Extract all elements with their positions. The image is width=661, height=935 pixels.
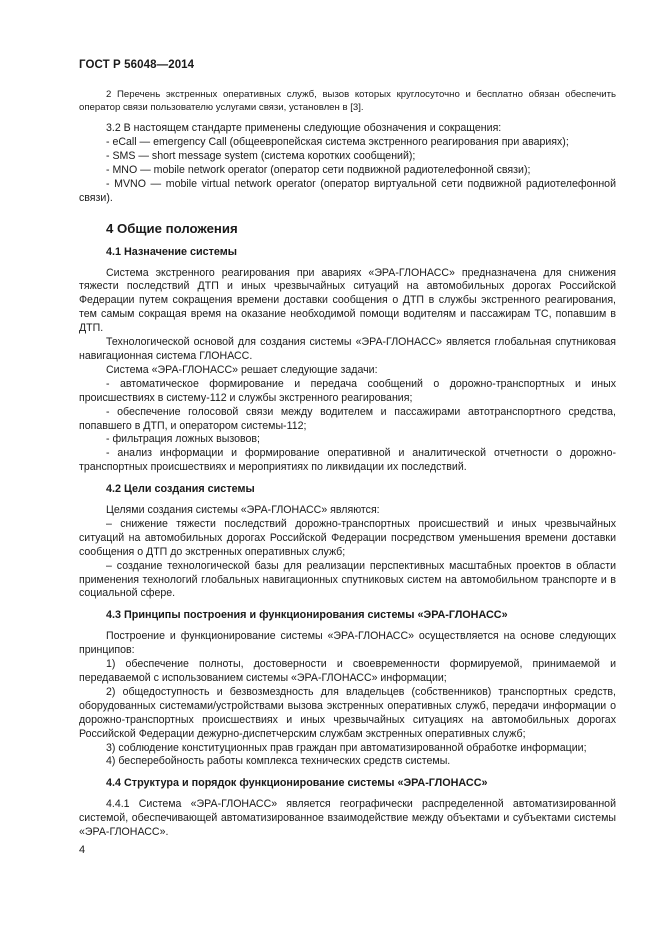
list-item: – снижение тяжести последствий дорожно-транспортных происшествий и иных чрезвычайных ситуаций на автомобильных дорогах Российской Федерации посредством уменьшения времени доставки сообщения о ДТП до экстренных оперативных служб;	[79, 517, 616, 558]
subsection-4-4-heading: 4.4 Структура и порядок функционирование системы «ЭРА-ГЛОНАСС»	[106, 777, 488, 790]
abbr-item: - MNO — mobile network operator (оператор сети подвижной радиотелефонной связи);	[106, 163, 531, 176]
list-item: - автоматическое формирование и передача сообщений о дорожно-транспортных и иных происшествиях в систему-112 и службы экстренного реагирования;	[79, 377, 616, 404]
subsection-4-1-heading: 4.1 Назначение системы	[106, 245, 238, 258]
list-item: 1) обеспечение полноты, достоверности и своевременности формируемой, принимаемой и передаваемой с использованием системы «ЭРА-ГЛОНАСС» информации;	[79, 658, 616, 684]
list-item: - анализ информации и формирование оперативной и аналитической отчетности о дорожно-транспортных происшествиях и мероприятиях по ликвидации их последствий.	[79, 447, 616, 474]
list-item: - обеспечение голосовой связи между водителем и пассажирами автотранспортного средства, попавшего в ДТП, и оператором системы-112;	[79, 405, 616, 432]
list-item: 4) бесперебойность работы комплекса технических средств системы.	[106, 755, 451, 768]
paragraph: Целями создания системы «ЭРА-ГЛОНАСС» являются:	[106, 504, 380, 517]
paragraph: 4.4.1 Система «ЭРА-ГЛОНАСС» является географически распределенной автоматизированной системой, обеспечивающей автоматизированное взаимодействие между объектами и субъектами системы «ЭРА-ГЛОНАСС».	[79, 798, 616, 839]
paragraph: Система «ЭРА-ГЛОНАСС» решает следующие задачи:	[106, 363, 378, 376]
paragraph: Система экстренного реагирования при авариях «ЭРА-ГЛОНАСС» предназначена для снижения тяжести последствий ДТП и иных чрезвычайных ситуаций на автомобильных дорогах Российской Федерации путем сокращения времени доставки сообщения о ДТП в службы экстренного реагирования, тем самым сокращая время на оказание необходимой помощи водителям и пассажирам ТС, попавшим в ДТП.	[79, 266, 616, 335]
list-item: - фильтрация ложных вызовов;	[106, 433, 260, 446]
subsection-4-2-heading: 4.2 Цели создания системы	[106, 483, 255, 496]
paragraph: Построение и функционирование системы «ЭРА-ГЛОНАСС» осуществляется на основе следующих принципов:	[79, 630, 616, 657]
footnote: 2 Перечень экстренных оперативных служб, вызов которых круглосуточно и бесплатно обязан обеспечить оператор связи пользователю услугами связи, установлен в [3].	[79, 89, 616, 113]
page-content	[79, 89, 616, 840]
subsection-4-3-heading: 4.3 Принципы построения и функционирования системы «ЭРА-ГЛОНАСС»	[106, 609, 508, 622]
list-item: 2) общедоступность и безвозмездность для владельцев (собственников) транспортных средств, оборудованных системами/устройствами вызова экстренных оперативных служб, передачи информации о дорожно-транспортных происшествиях и иных чрезвычайных ситуациях на автомобильных дорогах Российской Федерации дежурно-диспетчерским службам экстренных оперативных служб;	[79, 685, 616, 740]
list-item: 3) соблюдение конституционных прав граждан при автоматизированной обработке информации;	[106, 741, 587, 754]
paragraph: Технологической основой для создания системы «ЭРА-ГЛОНАСС» является глобальная спутниковая навигационная система ГЛОНАСС.	[79, 336, 616, 362]
abbr-item: - SMS — short message system (система коротких сообщений);	[106, 150, 416, 162]
abbr-intro: 3.2 В настоящем стандарте применены следующие обозначения и сокращения:	[106, 122, 502, 135]
document-header: ГОСТ Р 56048—2014	[79, 59, 195, 71]
abbr-item: - eCall — emergency Call (общеевропейская система экстренного реагирования при авариях);	[106, 136, 569, 149]
list-item: – создание технологической базы для реализации перспективных масштабных проектов в области применения технологий глобальных навигационных спутниковых систем на автомобильном транспорте и в социальной сфере.	[79, 559, 616, 600]
page-number: 4	[79, 844, 86, 856]
section-4-heading: 4 Общие положения	[106, 220, 238, 236]
abbr-item: - MVNO — mobile virtual network operator (оператор виртуальной сети подвижной радиотелефонной связи).	[79, 177, 616, 204]
